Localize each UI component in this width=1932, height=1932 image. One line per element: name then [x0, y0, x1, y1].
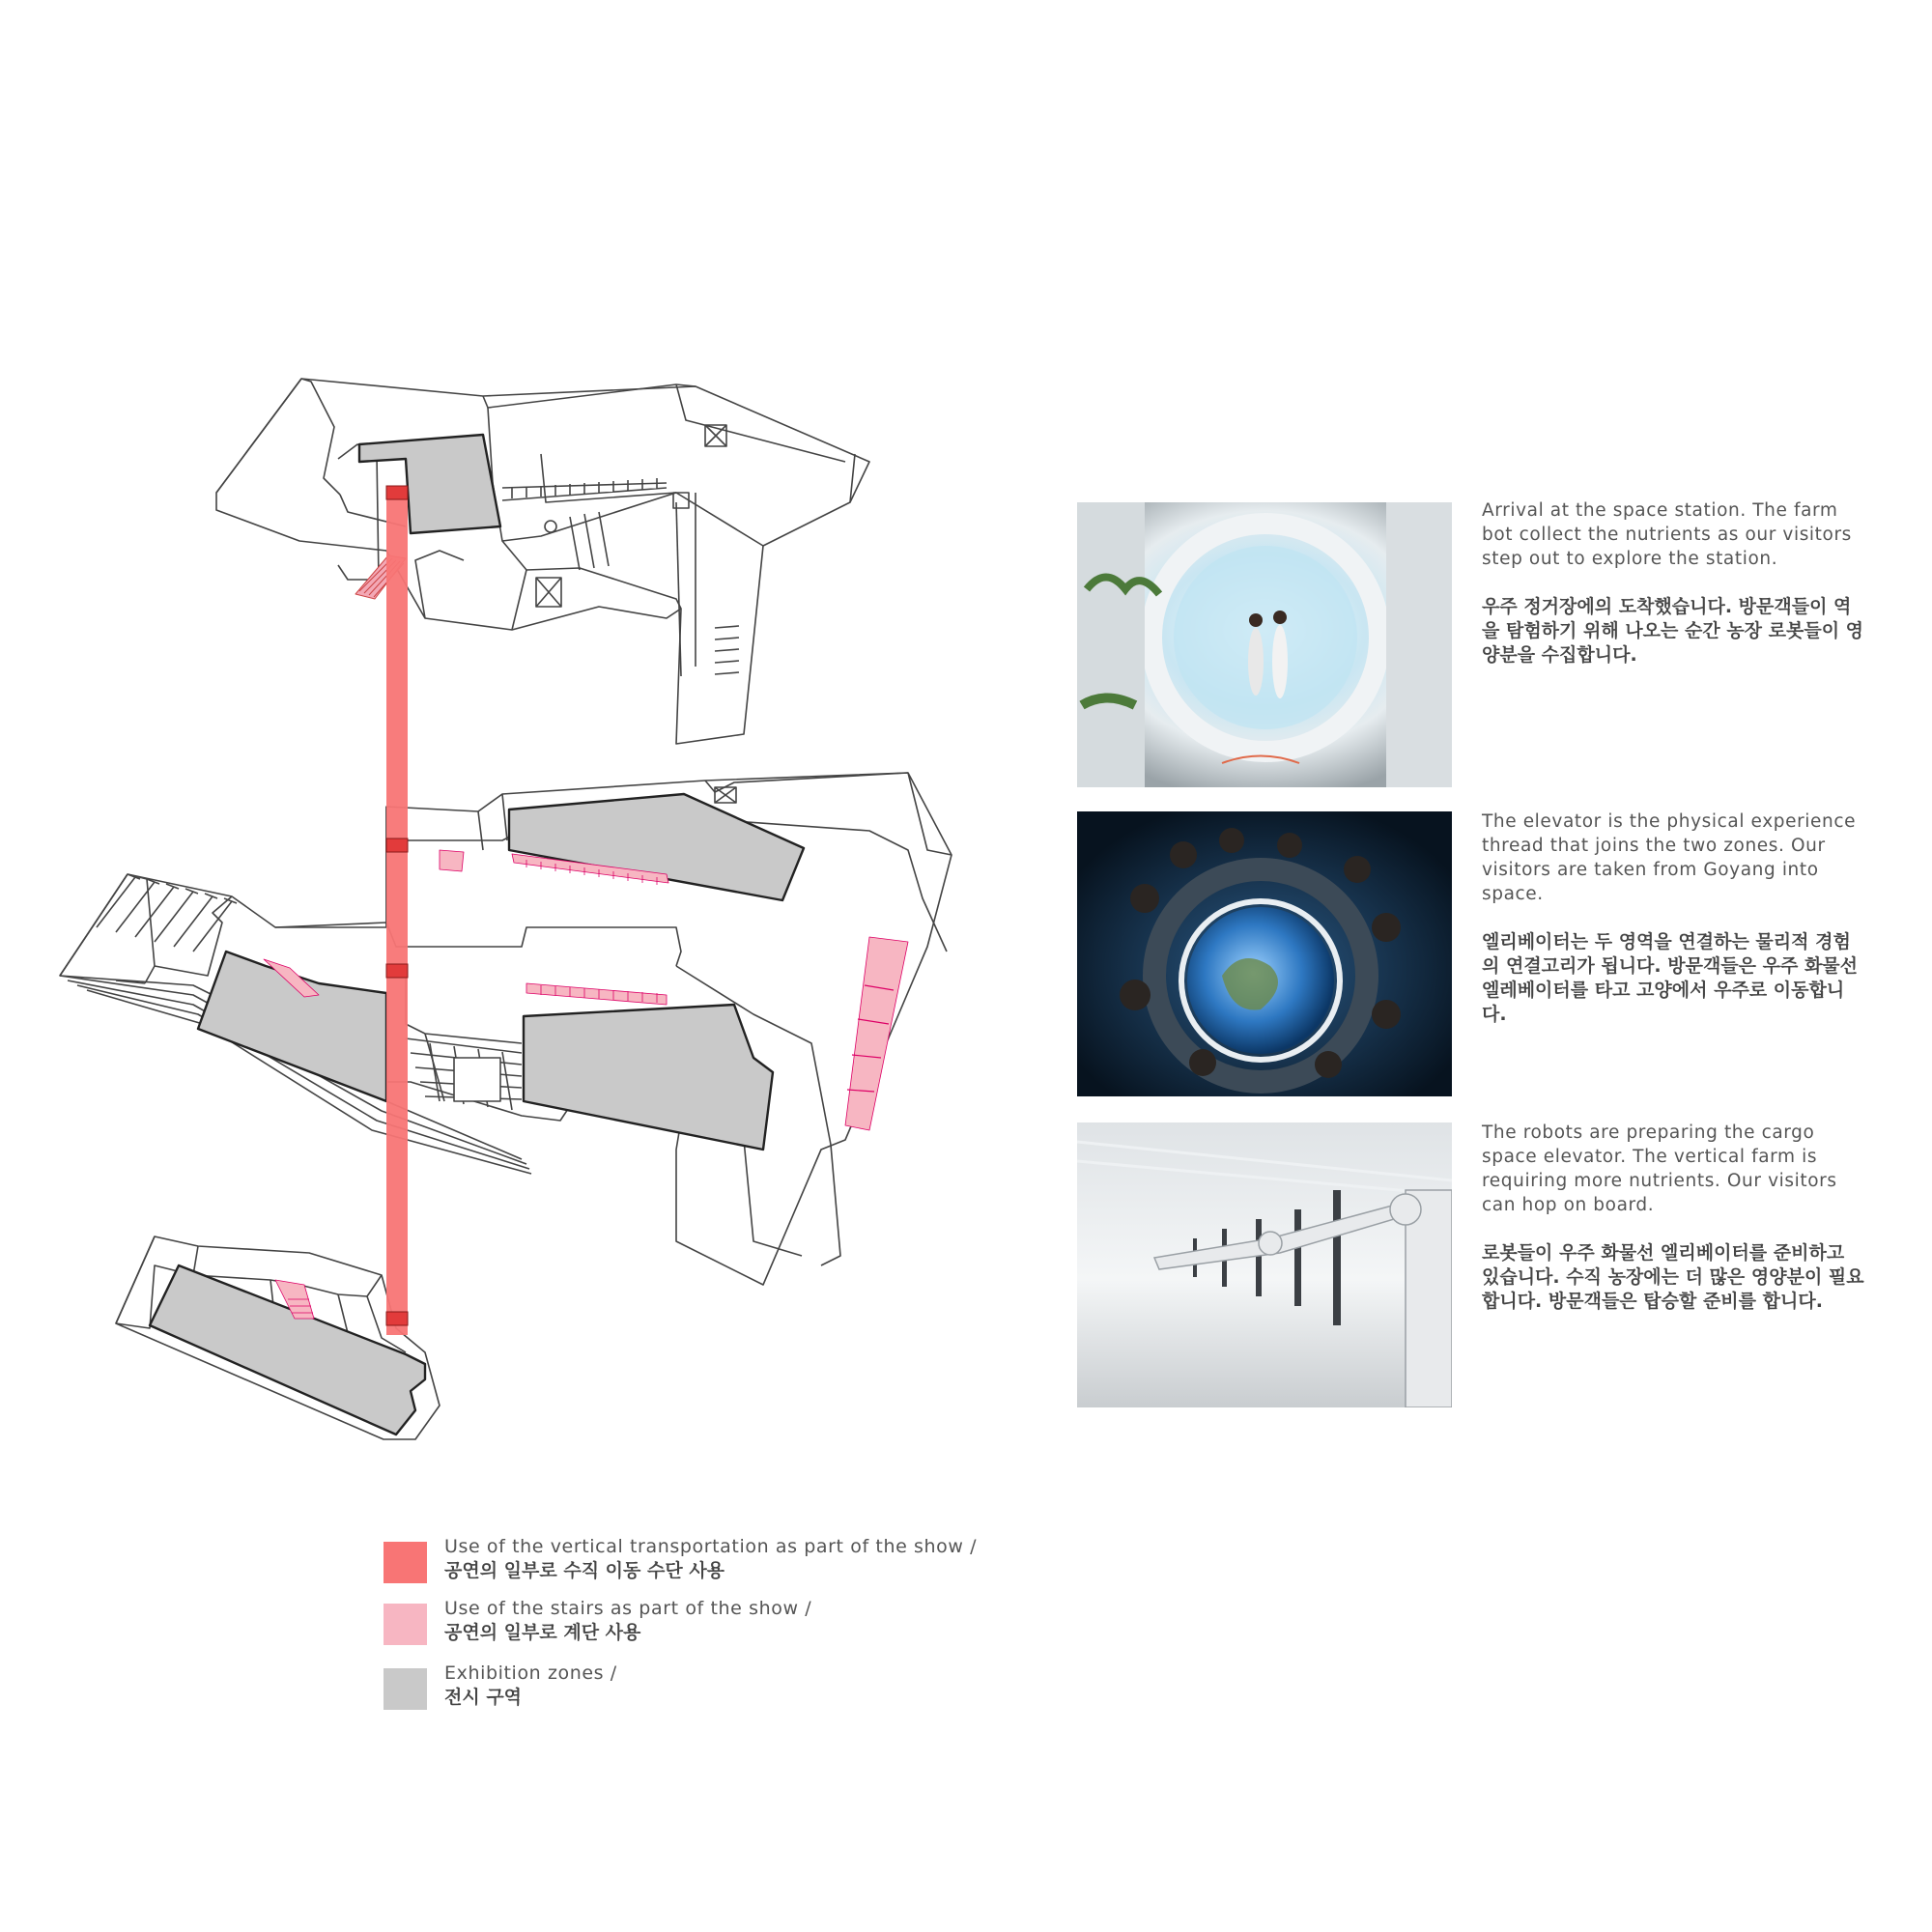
robot-arms-corridor-photo — [1077, 1122, 1452, 1407]
panel-1-caption-ko: 우주 정거장에의 도착했습니다. 방문객들이 역을 탐험하기 위해 나오는 순간 농장 로봇들이 영양분을 수집합니다. — [1482, 596, 1864, 666]
legend-label-en: Use of the vertical transportation as part of the show / — [444, 1536, 978, 1557]
middle-level-plan — [60, 773, 952, 1285]
panel-2-caption-ko: 엘리베이터는 두 영역을 연결하는 물리적 경험의 연결고리가 됩니다. 방문객들은 우주 화물선 엘레베이터를 타고 고양에서 우주로 이동합니다. — [1482, 931, 1859, 1025]
panel-1-caption-en: Arrival at the space station. The farm bot collect the nutrients as our visitors step out to explore the station. — [1482, 500, 1852, 569]
legend-label-ko: 공연의 일부로 수직 이동 수단 사용 — [444, 1560, 725, 1581]
legend-label-ko: 공연의 일부로 계단 사용 — [444, 1622, 641, 1643]
panel-3-caption-en: The robots are preparing the cargo space elevator. The vertical farm is requiring more nutrients. Our visitors can hop on board. — [1482, 1122, 1837, 1215]
space-station-airlock-photo — [1077, 502, 1452, 787]
panel-3-caption-ko: 로봇들이 우주 화물선 엘리베이터를 준비하고 있습니다. 수직 농장에는 더 많은 영양분이 필요합니다. 방문객들은 탑승할 준비를 합니다. — [1482, 1242, 1864, 1312]
legend-swatch-gray — [384, 1668, 427, 1710]
middle-exhibition-zone-right — [524, 1005, 773, 1150]
panel-2-caption-en: The elevator is the physical experience thread that joins the two zones. Our visitors are taken from Goyang into space. — [1482, 811, 1857, 904]
elevator-earth-view-photo — [1077, 811, 1452, 1096]
legend-swatch-pink — [384, 1604, 427, 1645]
panel-1-caption — [1482, 498, 1868, 668]
legend-label-en: Exhibition zones / — [444, 1662, 617, 1684]
upper-level-plan — [216, 379, 869, 744]
legend-label-ko: 전시 구역 — [444, 1687, 523, 1708]
panel-2-caption — [1482, 810, 1868, 1027]
vertical-transport-shaft — [386, 490, 408, 1335]
legend-label-en: Use of the stairs as part of the show / — [444, 1598, 812, 1619]
legend-swatch-red — [384, 1542, 427, 1583]
panel-3-caption — [1482, 1121, 1868, 1314]
